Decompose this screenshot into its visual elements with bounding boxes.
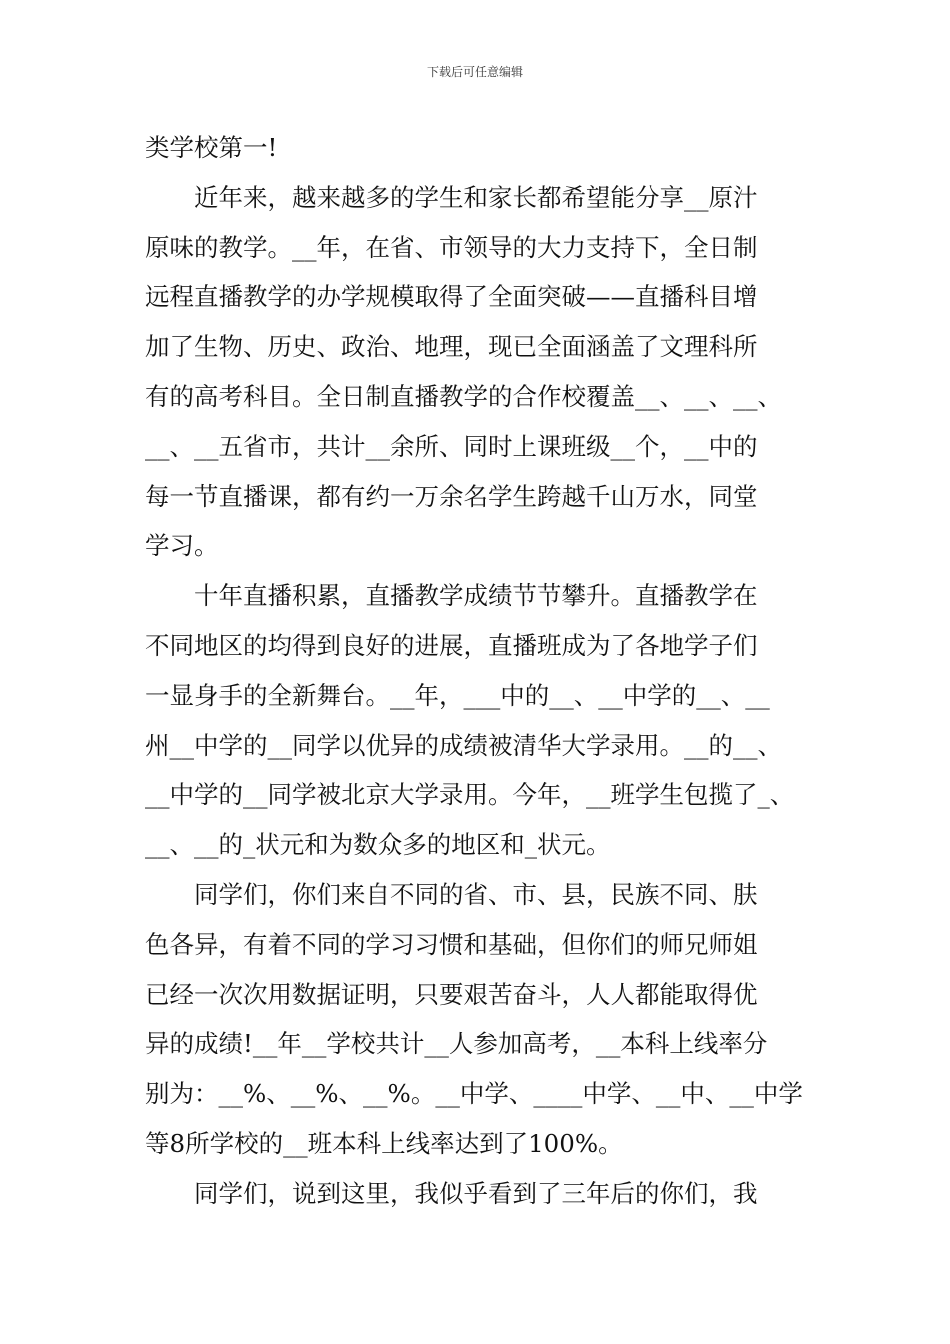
text-line: 色各异，有着不同的学习习惯和基础，但你们的师兄师姐 [145, 929, 758, 959]
text-line: 近年来，越来越多的学生和家长都希望能分享__原汁 [194, 182, 758, 212]
text-line: 已经一次次用数据证明，只要艰苦奋斗，人人都能取得优 [145, 979, 758, 1009]
text-line: 等8所学校的__班本科上线率达到了100%。 [145, 1128, 623, 1158]
paragraph [145, 123, 815, 173]
text-line: 十年直播积累，直播教学成绩节节攀升。直播教学在 [194, 581, 758, 611]
text-line: 一显身手的全新舞台。__年，___中的__、__中学的__、__ [145, 680, 770, 710]
text-line: 类学校第一! [145, 133, 278, 162]
document-body [145, 123, 815, 1219]
text-line: 同学们，你们来自不同的省、市、县，民族不同、肤 [194, 879, 758, 909]
text-line: 学习。 [145, 531, 219, 561]
text-line: 加了生物、历史、政治、地理，现已全面涵盖了文理科所 [145, 332, 758, 362]
paragraph [145, 870, 815, 1169]
paragraph [145, 173, 815, 571]
text-line: 异的成绩!__年__学校共计__人参加高考，__本科上线率分 [145, 1029, 768, 1059]
text-line: __中学的__同学被北京大学录用。今年，__班学生包揽了_、 [145, 780, 795, 810]
paragraph [145, 1169, 815, 1219]
text-line: 远程直播教学的办学规模取得了全面突破——直播科目增 [145, 282, 758, 312]
text-line: 州__中学的__同学以优异的成绩被清华大学录用。__的__、 [145, 730, 782, 760]
text-line: 别为：__%、__%、__%。__中学、____中学、__中、__中学 [145, 1079, 803, 1109]
text-line: __、__的_状元和为数众多的地区和_状元。 [145, 830, 611, 860]
text-line: 每一节直播课，都有约一万余名学生跨越千山万水，同堂 [145, 481, 758, 511]
text-line: 原味的教学。__年，在省、市领导的大力支持下，全日制 [145, 232, 758, 262]
paragraph [145, 571, 815, 870]
page-header: 下载后可任意编辑 [426, 65, 523, 79]
text-line: 不同地区的均得到良好的进展，直播班成为了各地学子们 [145, 630, 758, 660]
text-line: 有的高考科目。全日制直播教学的合作校覆盖__、__、__、 [145, 381, 782, 411]
text-line: 同学们，说到这里，我似乎看到了三年后的你们，我 [194, 1178, 758, 1208]
text-line: __、__五省市，共计__余所、同时上课班级__个，__中的 [145, 431, 758, 461]
